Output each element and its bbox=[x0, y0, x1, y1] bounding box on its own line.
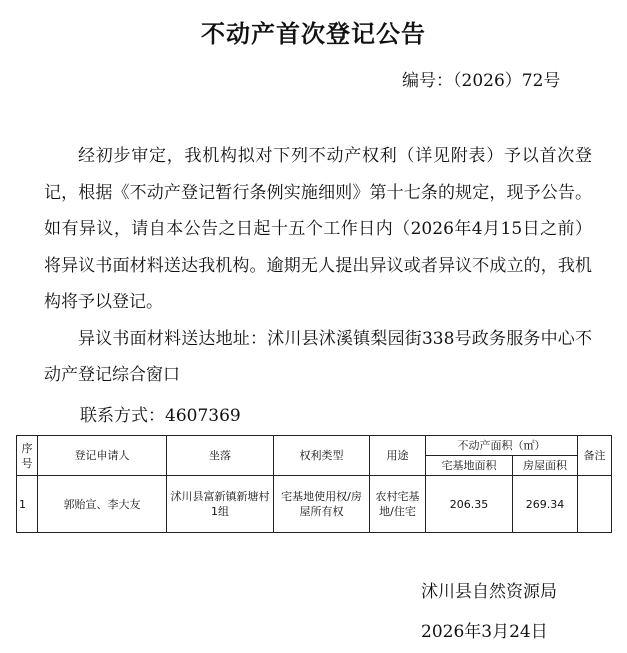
notice-paragraph-address: 异议书面材料送达地址：沭川县沭溪镇梨园街338号政务服务中心不动产登记综合窗口 bbox=[44, 328, 592, 385]
table-row bbox=[17, 476, 612, 533]
header-applicant: 登记申请人 bbox=[38, 436, 167, 476]
cell-remark bbox=[578, 476, 612, 533]
document-number: 编号：（2026）72号 bbox=[402, 71, 561, 91]
notice-paragraph-review: 经初步审定，我机构拟对下列不动产权利（详见附表）予以首次登记，根据《不动产登记暂行条例实施细则》第十七条的规定，现予公告。如有异议，请自本公告之日起十五个工作日内（2026年4月15日之前）将异议书面材料送达我机构。逾期无人提出异议或者异议不成立的，我机构将予以登记。 bbox=[44, 146, 592, 312]
notice-title: 不动产首次登记公告 bbox=[201, 19, 426, 48]
contact-info: 联系方式：4607369 bbox=[80, 406, 241, 426]
issue-date: 2026年3月24日 bbox=[421, 622, 548, 642]
header-area-group: 不动产面积（㎡） bbox=[426, 436, 578, 456]
cell-applicant: 郭贻宣、李大友 bbox=[38, 476, 167, 533]
header-seq: 序号 bbox=[17, 436, 38, 476]
notice-body bbox=[44, 138, 592, 394]
header-remark: 备注 bbox=[578, 436, 612, 476]
header-right-type: 权利类型 bbox=[274, 436, 370, 476]
issuing-authority: 沭川县自然资源局 bbox=[421, 582, 557, 602]
cell-seq: 1 bbox=[17, 476, 38, 533]
registration-table bbox=[16, 435, 612, 533]
header-use: 用途 bbox=[370, 436, 426, 476]
header-area-house: 房屋面积 bbox=[513, 456, 578, 476]
cell-use: 农村宅基地/住宅 bbox=[370, 476, 426, 533]
cell-location: 沭川县富新镇新塘村1组 bbox=[167, 476, 274, 533]
cell-area-land: 206.35 bbox=[426, 476, 513, 533]
header-area-land: 宅基地面积 bbox=[426, 456, 513, 476]
cell-right-type: 宅基地使用权/房屋所有权 bbox=[274, 476, 370, 533]
cell-area-house: 269.34 bbox=[513, 476, 578, 533]
header-location: 坐落 bbox=[167, 436, 274, 476]
